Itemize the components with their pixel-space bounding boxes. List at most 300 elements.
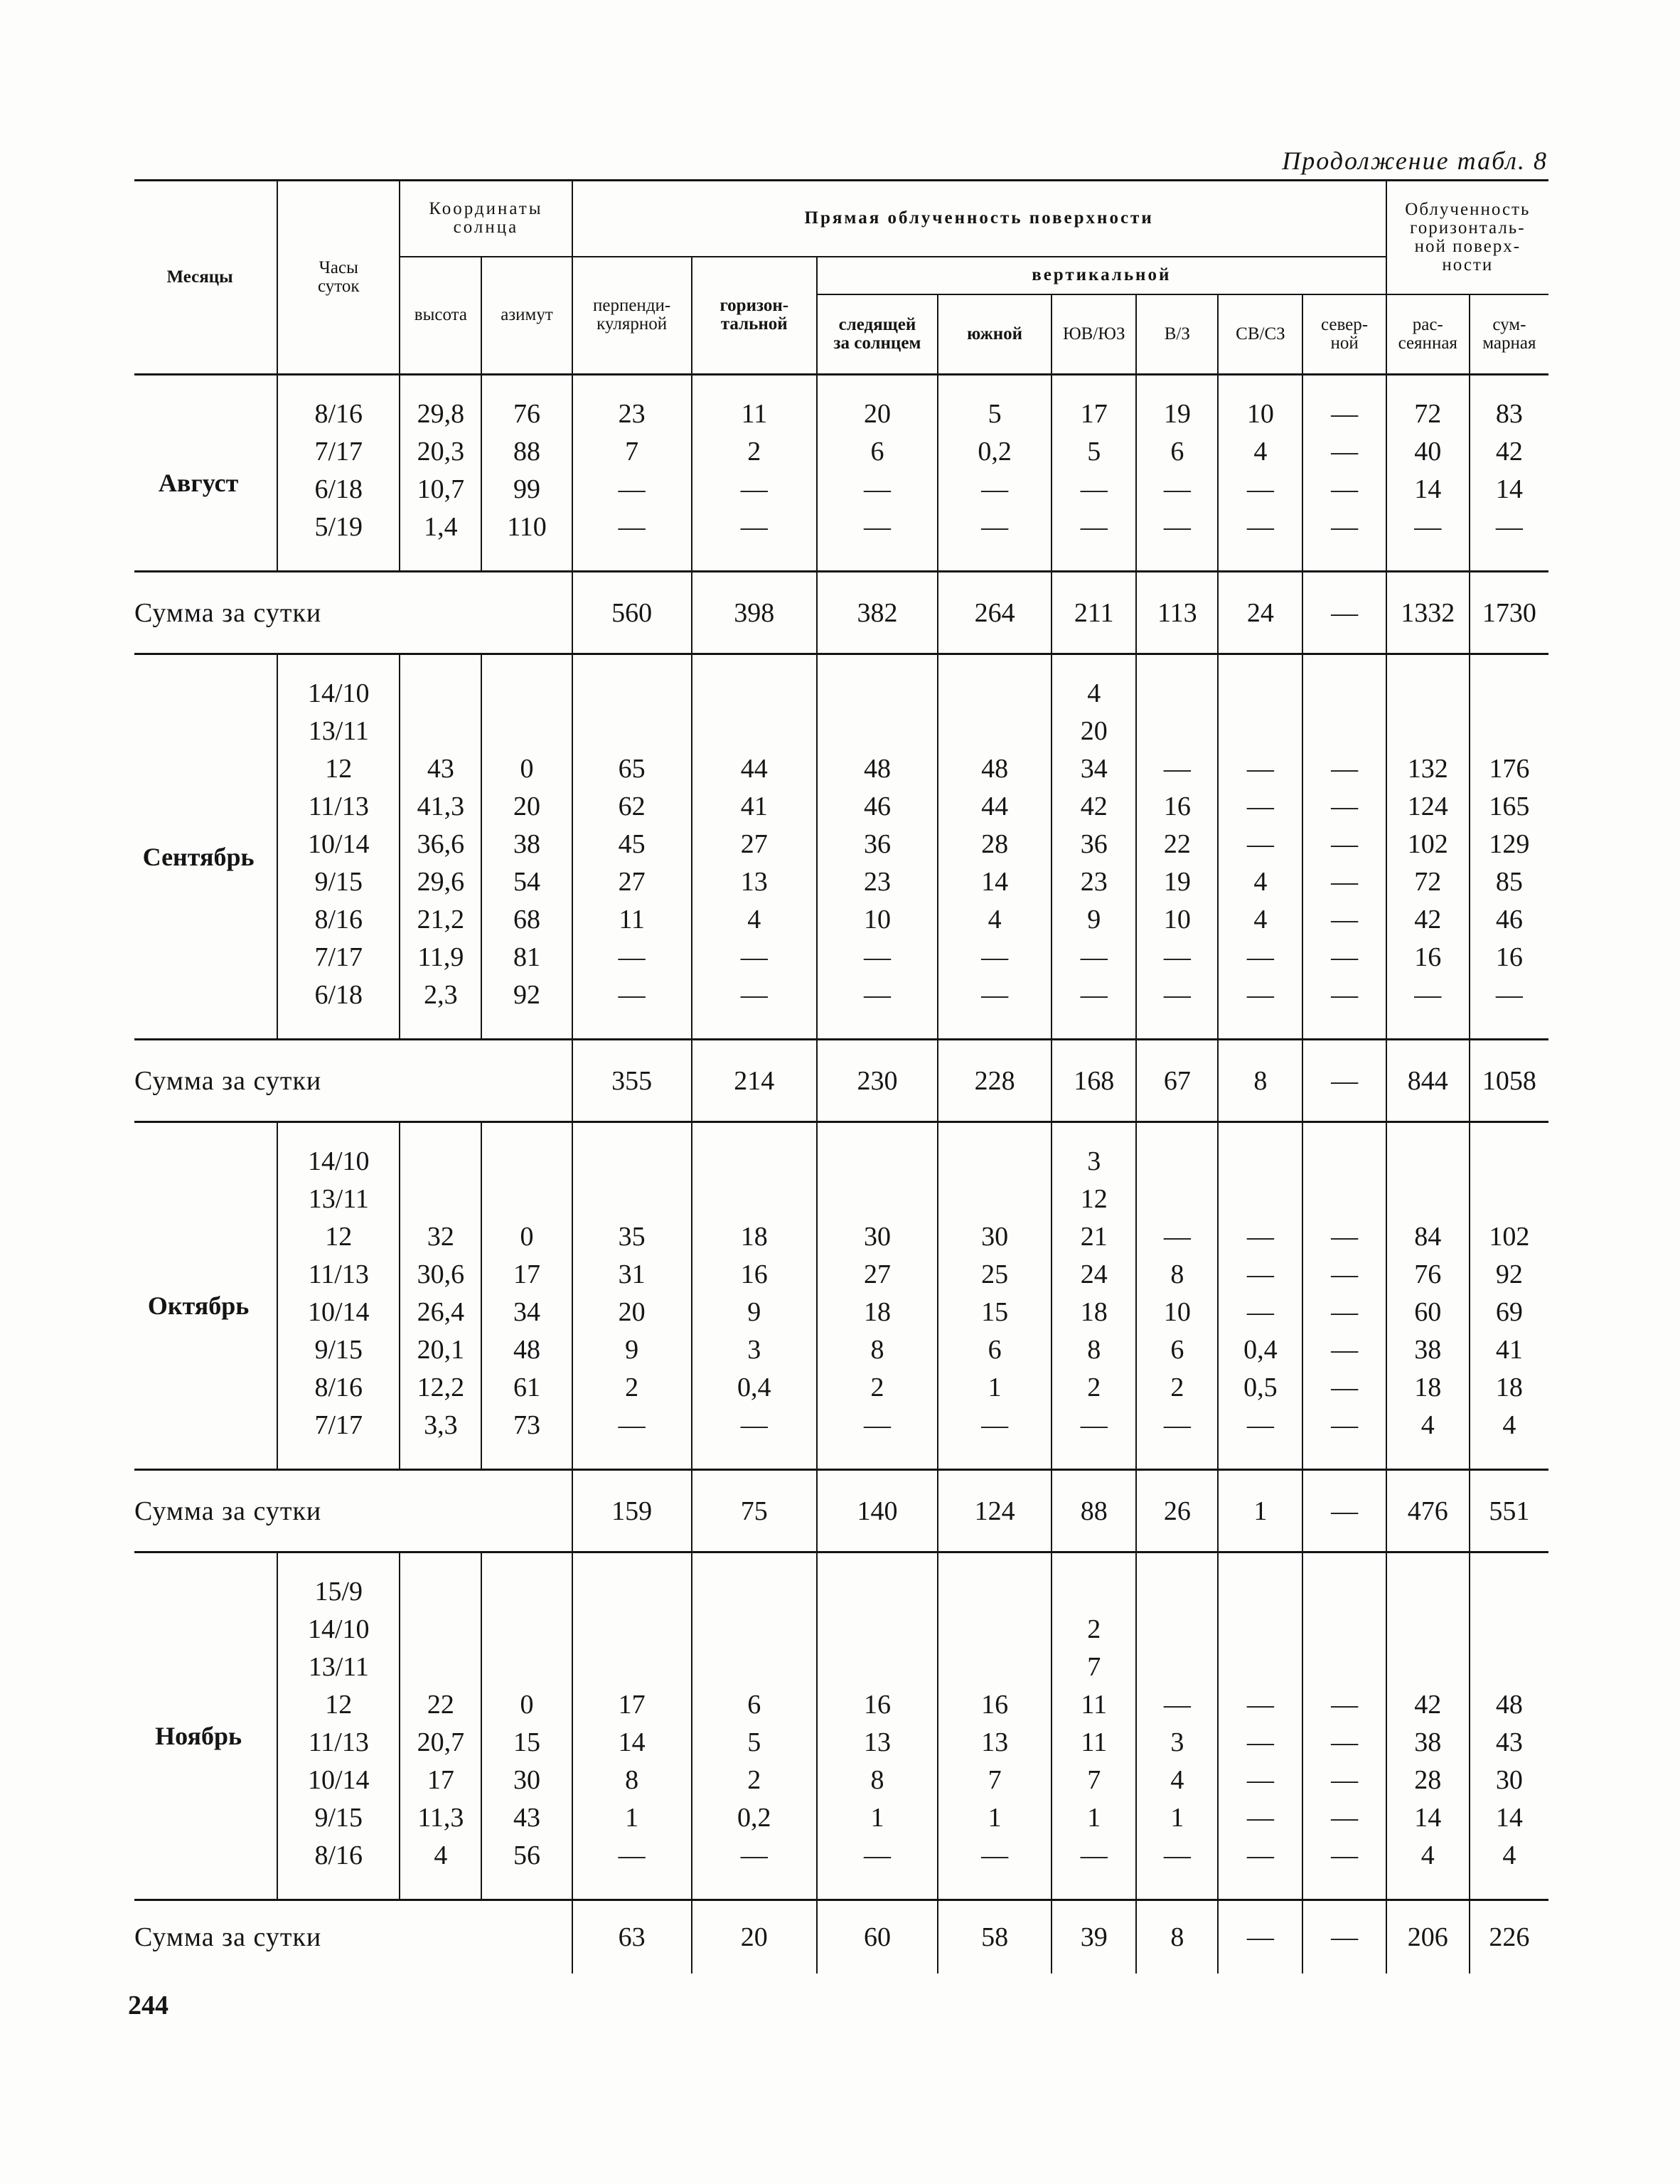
se-sw-cell: — xyxy=(1052,976,1136,1040)
altitude-cell: 10,7 xyxy=(400,471,481,508)
daily-sum-label: Сумма за сутки xyxy=(134,1065,322,1096)
e-w-cell: 19 xyxy=(1136,375,1218,434)
tracking-cell: 46 xyxy=(817,788,938,826)
perpendicular-cell: 7 xyxy=(572,433,692,471)
perpendicular-cell: 45 xyxy=(572,826,692,863)
se-sw-cell: 9 xyxy=(1052,901,1136,939)
ne-nw-cell xyxy=(1218,713,1302,750)
north-cell xyxy=(1302,713,1386,750)
horizontal-cell: 0,2 xyxy=(692,1799,817,1837)
south-cell: — xyxy=(938,939,1052,976)
header-perpendicular: перпенди- кулярной xyxy=(572,257,692,375)
sum-e-w-cell: 26 xyxy=(1136,1470,1218,1552)
perpendicular-cell: 35 xyxy=(572,1218,692,1256)
diffuse-cell xyxy=(1386,1122,1470,1181)
header-hours: Часы суток xyxy=(277,181,400,375)
hours-cell: 8/16 xyxy=(277,1837,400,1900)
total-cell: 46 xyxy=(1470,901,1548,939)
ne-nw-cell: — xyxy=(1218,1218,1302,1256)
daily-sum-row xyxy=(134,1040,1548,1122)
se-sw-cell: 11 xyxy=(1052,1686,1136,1724)
e-w-cell: — xyxy=(1136,976,1218,1040)
header-tracking: следящей за солнцем xyxy=(817,294,938,375)
diffuse-cell: 72 xyxy=(1386,863,1470,901)
south-cell: — xyxy=(938,1837,1052,1900)
e-w-cell: 19 xyxy=(1136,863,1218,901)
diffuse-cell: 4 xyxy=(1386,1837,1470,1900)
horizontal-cell xyxy=(692,1611,817,1648)
diffuse-cell: 40 xyxy=(1386,433,1470,471)
south-cell: — xyxy=(938,471,1052,508)
e-w-cell xyxy=(1136,1552,1218,1612)
tracking-cell: 48 xyxy=(817,750,938,788)
e-w-cell: — xyxy=(1136,1837,1218,1900)
sum-north-cell: — xyxy=(1302,1470,1386,1552)
horizontal-cell xyxy=(692,1181,817,1218)
altitude-cell: 20,3 xyxy=(400,433,481,471)
header-vertical: вертикальной xyxy=(817,257,1386,294)
e-w-cell: 6 xyxy=(1136,1331,1218,1369)
south-cell: — xyxy=(938,976,1052,1040)
header-horizontal-irradiance: Облученность горизонталь- ной поверх- ности xyxy=(1386,181,1548,294)
e-w-cell xyxy=(1136,1181,1218,1218)
altitude-cell: 11,3 xyxy=(400,1799,481,1837)
hours-cell: 9/15 xyxy=(277,1331,400,1369)
perpendicular-cell: 31 xyxy=(572,1256,692,1294)
altitude-cell: 41,3 xyxy=(400,788,481,826)
perpendicular-cell: — xyxy=(572,939,692,976)
sum-horizontal-cell: 398 xyxy=(692,572,817,654)
azimuth-cell: 92 xyxy=(481,976,572,1040)
perpendicular-cell: 20 xyxy=(572,1294,692,1331)
diffuse-cell: 42 xyxy=(1386,901,1470,939)
table-row xyxy=(134,939,1548,976)
table-row xyxy=(134,1256,1548,1294)
perpendicular-cell: — xyxy=(572,976,692,1040)
e-w-cell: 10 xyxy=(1136,1294,1218,1331)
hours-cell: 10/14 xyxy=(277,826,400,863)
ne-nw-cell: 0,5 xyxy=(1218,1369,1302,1407)
north-cell: — xyxy=(1302,1686,1386,1724)
tracking-cell: 2 xyxy=(817,1369,938,1407)
sum-se-sw-cell: 39 xyxy=(1052,1900,1136,1974)
sum-south-cell: 264 xyxy=(938,572,1052,654)
sum-diffuse-cell: 844 xyxy=(1386,1040,1470,1122)
horizontal-cell: — xyxy=(692,1407,817,1470)
perpendicular-cell xyxy=(572,1552,692,1612)
total-cell: 41 xyxy=(1470,1331,1548,1369)
altitude-cell xyxy=(400,1611,481,1648)
month-label: Ноябрь xyxy=(155,1722,242,1750)
hours-cell: 12 xyxy=(277,1686,400,1724)
azimuth-cell: 56 xyxy=(481,1837,572,1900)
south-cell: 4 xyxy=(938,901,1052,939)
ne-nw-cell: — xyxy=(1218,471,1302,508)
hours-cell: 6/18 xyxy=(277,471,400,508)
horizontal-cell: 13 xyxy=(692,863,817,901)
se-sw-cell: 42 xyxy=(1052,788,1136,826)
north-cell xyxy=(1302,1552,1386,1612)
perpendicular-cell: — xyxy=(572,471,692,508)
azimuth-cell: 15 xyxy=(481,1724,572,1762)
altitude-cell xyxy=(400,1552,481,1612)
tracking-cell xyxy=(817,654,938,713)
ne-nw-cell: — xyxy=(1218,976,1302,1040)
azimuth-cell: 48 xyxy=(481,1331,572,1369)
se-sw-cell: 20 xyxy=(1052,713,1136,750)
hours-cell: 7/17 xyxy=(277,1407,400,1470)
ne-nw-cell: — xyxy=(1218,1294,1302,1331)
tracking-cell: — xyxy=(817,1407,938,1470)
azimuth-cell: 30 xyxy=(481,1762,572,1799)
tracking-cell: 10 xyxy=(817,901,938,939)
altitude-cell: 29,6 xyxy=(400,863,481,901)
total-cell xyxy=(1470,1122,1548,1181)
south-cell: 25 xyxy=(938,1256,1052,1294)
perpendicular-cell xyxy=(572,1181,692,1218)
ne-nw-cell xyxy=(1218,1552,1302,1612)
diffuse-cell: 14 xyxy=(1386,471,1470,508)
total-cell: 4 xyxy=(1470,1837,1548,1900)
month-block xyxy=(134,1122,1548,1470)
north-cell: — xyxy=(1302,826,1386,863)
hours-cell: 6/18 xyxy=(277,976,400,1040)
header-months: Месяцы xyxy=(166,267,233,287)
sum-horizontal-cell: 214 xyxy=(692,1040,817,1122)
sum-perpendicular-cell: 560 xyxy=(572,572,692,654)
ne-nw-cell: — xyxy=(1218,1686,1302,1724)
north-cell: — xyxy=(1302,1294,1386,1331)
azimuth-cell: 0 xyxy=(481,1218,572,1256)
azimuth-cell: 99 xyxy=(481,471,572,508)
perpendicular-cell: 2 xyxy=(572,1369,692,1407)
north-cell: — xyxy=(1302,901,1386,939)
south-cell: 30 xyxy=(938,1218,1052,1256)
horizontal-cell: 18 xyxy=(692,1218,817,1256)
altitude-cell: 1,4 xyxy=(400,508,481,572)
north-cell: — xyxy=(1302,750,1386,788)
perpendicular-cell xyxy=(572,1611,692,1648)
ne-nw-cell: 4 xyxy=(1218,863,1302,901)
north-cell: — xyxy=(1302,508,1386,572)
table-row xyxy=(134,1686,1548,1724)
south-cell: 5 xyxy=(938,375,1052,434)
diffuse-cell: 76 xyxy=(1386,1256,1470,1294)
header-diffuse: рас- сеянная xyxy=(1386,294,1470,375)
azimuth-cell xyxy=(481,1181,572,1218)
north-cell xyxy=(1302,1181,1386,1218)
altitude-cell xyxy=(400,1181,481,1218)
altitude-cell: 22 xyxy=(400,1686,481,1724)
perpendicular-cell: 65 xyxy=(572,750,692,788)
hours-cell: 8/16 xyxy=(277,1369,400,1407)
sum-tracking-cell: 382 xyxy=(817,572,938,654)
horizontal-cell: 4 xyxy=(692,901,817,939)
tracking-cell xyxy=(817,1181,938,1218)
se-sw-cell: 24 xyxy=(1052,1256,1136,1294)
se-sw-cell: 2 xyxy=(1052,1611,1136,1648)
table-row xyxy=(134,1648,1548,1686)
total-cell: 102 xyxy=(1470,1218,1548,1256)
ne-nw-cell: — xyxy=(1218,1799,1302,1837)
hours-cell: 10/14 xyxy=(277,1762,400,1799)
total-cell xyxy=(1470,1611,1548,1648)
se-sw-cell: — xyxy=(1052,939,1136,976)
month-block xyxy=(134,1552,1548,1900)
south-cell xyxy=(938,654,1052,713)
perpendicular-cell: 14 xyxy=(572,1724,692,1762)
e-w-cell: — xyxy=(1136,1218,1218,1256)
north-cell: — xyxy=(1302,375,1386,434)
altitude-cell: 4 xyxy=(400,1837,481,1900)
horizontal-cell xyxy=(692,1648,817,1686)
table-row xyxy=(134,654,1548,713)
diffuse-cell: 42 xyxy=(1386,1686,1470,1724)
se-sw-cell: — xyxy=(1052,508,1136,572)
tracking-cell: — xyxy=(817,508,938,572)
horizontal-cell: 0,4 xyxy=(692,1369,817,1407)
sum-diffuse-cell: 206 xyxy=(1386,1900,1470,1974)
hours-cell: 5/19 xyxy=(277,508,400,572)
south-cell: 48 xyxy=(938,750,1052,788)
horizontal-cell: 44 xyxy=(692,750,817,788)
table-continuation-caption: Продолжение табл. 8 xyxy=(1282,147,1548,175)
sum-perpendicular-cell: 159 xyxy=(572,1470,692,1552)
north-cell xyxy=(1302,1122,1386,1181)
altitude-cell: 32 xyxy=(400,1218,481,1256)
header-north: север- ной xyxy=(1302,294,1386,375)
sum-se-sw-cell: 211 xyxy=(1052,572,1136,654)
north-cell: — xyxy=(1302,1218,1386,1256)
tracking-cell: — xyxy=(817,1837,938,1900)
hours-cell: 7/17 xyxy=(277,939,400,976)
perpendicular-cell xyxy=(572,713,692,750)
month-label: Октябрь xyxy=(147,1291,250,1320)
tracking-cell: 16 xyxy=(817,1686,938,1724)
total-cell xyxy=(1470,713,1548,750)
south-cell: 14 xyxy=(938,863,1052,901)
total-cell: — xyxy=(1470,508,1548,572)
north-cell: — xyxy=(1302,1799,1386,1837)
azimuth-cell: 38 xyxy=(481,826,572,863)
altitude-cell xyxy=(400,713,481,750)
sum-north-cell: — xyxy=(1302,1040,1386,1122)
south-cell xyxy=(938,713,1052,750)
total-cell xyxy=(1470,1181,1548,1218)
sum-ne-nw-cell: — xyxy=(1218,1900,1302,1974)
diffuse-cell xyxy=(1386,1611,1470,1648)
daily-sum-label: Сумма за сутки xyxy=(134,597,322,628)
azimuth-cell: 73 xyxy=(481,1407,572,1470)
sum-e-w-cell: 67 xyxy=(1136,1040,1218,1122)
perpendicular-cell xyxy=(572,1122,692,1181)
azimuth-cell: 61 xyxy=(481,1369,572,1407)
sum-north-cell: — xyxy=(1302,572,1386,654)
perpendicular-cell: — xyxy=(572,508,692,572)
table-row xyxy=(134,433,1548,471)
tracking-cell: 27 xyxy=(817,1256,938,1294)
altitude-cell: 20,7 xyxy=(400,1724,481,1762)
south-cell xyxy=(938,1181,1052,1218)
hours-cell: 13/11 xyxy=(277,713,400,750)
south-cell xyxy=(938,1122,1052,1181)
south-cell: 44 xyxy=(938,788,1052,826)
table-row xyxy=(134,1369,1548,1407)
south-cell: 1 xyxy=(938,1799,1052,1837)
ne-nw-cell: 4 xyxy=(1218,901,1302,939)
table-row xyxy=(134,1122,1548,1181)
azimuth-cell: 43 xyxy=(481,1799,572,1837)
e-w-cell xyxy=(1136,1122,1218,1181)
month-block xyxy=(134,375,1548,572)
table-row xyxy=(134,1331,1548,1369)
total-cell: 16 xyxy=(1470,939,1548,976)
ne-nw-cell xyxy=(1218,1122,1302,1181)
se-sw-cell: 21 xyxy=(1052,1218,1136,1256)
tracking-cell: 30 xyxy=(817,1218,938,1256)
se-sw-cell: 5 xyxy=(1052,433,1136,471)
total-cell: 48 xyxy=(1470,1686,1548,1724)
hours-cell: 11/13 xyxy=(277,1256,400,1294)
diffuse-cell: 16 xyxy=(1386,939,1470,976)
e-w-cell: 8 xyxy=(1136,1256,1218,1294)
daily-sum-block xyxy=(134,1470,1548,1552)
daily-sum-label: Сумма за сутки xyxy=(134,1922,322,1952)
total-cell: 69 xyxy=(1470,1294,1548,1331)
hours-cell: 9/15 xyxy=(277,863,400,901)
header-altitude: высота xyxy=(400,257,481,375)
altitude-cell xyxy=(400,654,481,713)
daily-sum-block xyxy=(134,1040,1548,1122)
perpendicular-cell xyxy=(572,654,692,713)
diffuse-cell: 38 xyxy=(1386,1724,1470,1762)
horizontal-cell: 41 xyxy=(692,788,817,826)
tracking-cell: 8 xyxy=(817,1762,938,1799)
azimuth-cell: 68 xyxy=(481,901,572,939)
ne-nw-cell xyxy=(1218,1181,1302,1218)
sum-ne-nw-cell: 1 xyxy=(1218,1470,1302,1552)
south-cell: 28 xyxy=(938,826,1052,863)
ne-nw-cell: — xyxy=(1218,788,1302,826)
sum-tracking-cell: 140 xyxy=(817,1470,938,1552)
sum-south-cell: 228 xyxy=(938,1040,1052,1122)
perpendicular-cell: 23 xyxy=(572,375,692,434)
e-w-cell: 22 xyxy=(1136,826,1218,863)
horizontal-cell xyxy=(692,713,817,750)
sum-total-cell: 1730 xyxy=(1470,572,1548,654)
diffuse-cell xyxy=(1386,1648,1470,1686)
daily-sum-label: Сумма за сутки xyxy=(134,1496,322,1526)
north-cell: — xyxy=(1302,433,1386,471)
azimuth-cell: 76 xyxy=(481,375,572,434)
table-header xyxy=(134,181,1548,375)
table-row xyxy=(134,1799,1548,1837)
diffuse-cell xyxy=(1386,1552,1470,1612)
header-total: сум- марная xyxy=(1470,294,1548,375)
table-row xyxy=(134,1762,1548,1799)
altitude-cell xyxy=(400,1122,481,1181)
diffuse-cell: 4 xyxy=(1386,1407,1470,1470)
horizontal-cell: 11 xyxy=(692,375,817,434)
e-w-cell: — xyxy=(1136,1686,1218,1724)
altitude-cell: 20,1 xyxy=(400,1331,481,1369)
e-w-cell: 16 xyxy=(1136,788,1218,826)
hours-cell: 15/9 xyxy=(277,1552,400,1612)
azimuth-cell: 110 xyxy=(481,508,572,572)
azimuth-cell: 0 xyxy=(481,750,572,788)
perpendicular-cell: — xyxy=(572,1837,692,1900)
north-cell: — xyxy=(1302,1331,1386,1369)
ne-nw-cell: — xyxy=(1218,750,1302,788)
horizontal-cell: 2 xyxy=(692,1762,817,1799)
ne-nw-cell: — xyxy=(1218,1724,1302,1762)
ne-nw-cell xyxy=(1218,654,1302,713)
table-row xyxy=(134,713,1548,750)
tracking-cell xyxy=(817,1122,938,1181)
sum-se-sw-cell: 168 xyxy=(1052,1040,1136,1122)
sum-horizontal-cell: 20 xyxy=(692,1900,817,1974)
altitude-cell: 17 xyxy=(400,1762,481,1799)
sum-total-cell: 1058 xyxy=(1470,1040,1548,1122)
ne-nw-cell: 0,4 xyxy=(1218,1331,1302,1369)
perpendicular-cell: 8 xyxy=(572,1762,692,1799)
hours-cell: 8/16 xyxy=(277,375,400,434)
altitude-cell: 21,2 xyxy=(400,901,481,939)
total-cell: 85 xyxy=(1470,863,1548,901)
total-cell: 14 xyxy=(1470,471,1548,508)
hours-cell: 13/11 xyxy=(277,1648,400,1686)
tracking-cell: 1 xyxy=(817,1799,938,1837)
altitude-cell: 29,8 xyxy=(400,375,481,434)
sum-total-cell: 551 xyxy=(1470,1470,1548,1552)
south-cell: — xyxy=(938,1407,1052,1470)
se-sw-cell: 36 xyxy=(1052,826,1136,863)
total-cell: 4 xyxy=(1470,1407,1548,1470)
total-cell: 129 xyxy=(1470,826,1548,863)
se-sw-cell: 23 xyxy=(1052,863,1136,901)
se-sw-cell: 17 xyxy=(1052,375,1136,434)
irradiance-table xyxy=(134,179,1548,1973)
diffuse-cell: — xyxy=(1386,508,1470,572)
ne-nw-cell xyxy=(1218,1611,1302,1648)
total-cell xyxy=(1470,1648,1548,1686)
hours-cell: 12 xyxy=(277,750,400,788)
perpendicular-cell xyxy=(572,1648,692,1686)
north-cell: — xyxy=(1302,863,1386,901)
sum-ne-nw-cell: 24 xyxy=(1218,572,1302,654)
e-w-cell: — xyxy=(1136,750,1218,788)
e-w-cell: 6 xyxy=(1136,433,1218,471)
hours-cell: 7/17 xyxy=(277,433,400,471)
north-cell: — xyxy=(1302,1407,1386,1470)
perpendicular-cell: 17 xyxy=(572,1686,692,1724)
south-cell xyxy=(938,1552,1052,1612)
azimuth-cell xyxy=(481,1552,572,1612)
south-cell: 16 xyxy=(938,1686,1052,1724)
azimuth-cell xyxy=(481,1611,572,1648)
south-cell: 1 xyxy=(938,1369,1052,1407)
se-sw-cell: 18 xyxy=(1052,1294,1136,1331)
header-e-w: В/З xyxy=(1136,294,1218,375)
tracking-cell xyxy=(817,1611,938,1648)
hours-cell: 14/10 xyxy=(277,654,400,713)
tracking-cell: — xyxy=(817,471,938,508)
azimuth-cell: 17 xyxy=(481,1256,572,1294)
se-sw-cell: 34 xyxy=(1052,750,1136,788)
se-sw-cell: 7 xyxy=(1052,1648,1136,1686)
se-sw-cell: 11 xyxy=(1052,1724,1136,1762)
diffuse-cell: — xyxy=(1386,976,1470,1040)
